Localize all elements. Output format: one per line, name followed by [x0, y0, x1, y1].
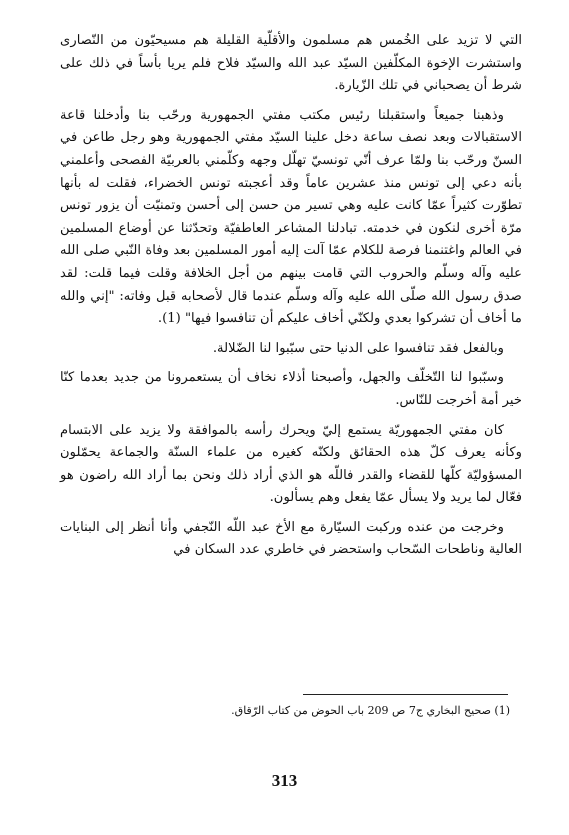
paragraph: وبالفعل فقد تنافسوا على الدنيا حتى سبّبوا لنا الضّلالة.	[212, 340, 504, 356]
paragraph: كان مفتي الجمهوريّة يستمع إليّ ويحرك رأسه بالموافقة ولا يزيد على الابتسام وكأنه يعرف كلّ هذه الحقائق ولكنّه كغيره من علماء السنّة والجماعة يحمّلون المسؤوليّة كلّها للقضاء والقدر فاللّه هو الذي أراد ذلك ونحن بما أراد الله راضون هو فعّال لما يريد ولا يسأل عمّا يفعل وهم يسألون.	[60, 422, 522, 506]
body-text	[60, 30, 522, 569]
paragraph: وسبّبوا لنا التّخلّف والجهل، وأصبحنا أذلاء نخاف أن يستعمرونا من جديد بعدما كنّا خير أمة أخرجت للنّاس.	[60, 370, 522, 408]
footnote-separator	[303, 694, 508, 695]
footnote: (1) صحيح البخاري ج7 ص 209 باب الحوض من كتاب الرّقاق.	[231, 704, 510, 717]
paragraph: وذهبنا جميعاً واستقبلنا رئيس مكتب مفتي الجمهورية ورحّب بنا وأدخلنا قاعة الاستقبالات وبعد نصف ساعة دخل علينا السيّد مفتي الجمهورية وهو رجل طاعن في السنّ ورحّب بنا ولمّا عرف أنّي تونسيّ تهلّل وجهه وكلّمني بالعربيّة الفصحى وأعلمني بأنه دعي إلى تونس منذ عشرين عاماً وقد أعجبته تونس الخضراء، فقلت له بأنها تطوّرت كثيراً عمّا كانت عليه وهي تسير من حسن إلى أحسن وتمنيّت أن يزور تونس مرّة أخرى لنكون في خدمته. تبادلنا المشاعر العاطفيّة وتحدّثنا عن أوضاع المسلمين في العالم واغتنمنا فرصة للكلام عمّا آلت إليه أمور المسلمين بعد وفاة النّبي صلى الله عليه وآله وسلّم والحروب التي قامت بينهم من أجل الخلافة وقلت فيما قلت: لقد صدق رسول الله صلّى الله عليه وآله وسلّم عندما قال لأصحابه قبل وفاته: "إني والله ما أخاف أن تشركوا بعدي ولكنّي أخاف عليكم أن تنافسوا فيها" (1).	[60, 107, 522, 327]
paragraph: وخرجت من عنده وركبت السيّارة مع الأخ عبد اللّه النّجفي وأنا أنظر إلى البنايات العالية وناطحات السّحاب واستحضر في خاطري عدد السكان في	[60, 519, 522, 558]
page-number: 313	[271, 771, 298, 790]
paragraph: التي لا تزيد على الخُمس هم مسلمون والأقلّية القليلة هم مسيحيّون من النّصارى واستشرت الإخوة المكلّفين السيّد عبد الله والسيّد فلاح فلم يريا بأساً في ذلك على شرط أن يصحباني في تلك الزّيارة.	[60, 33, 522, 94]
